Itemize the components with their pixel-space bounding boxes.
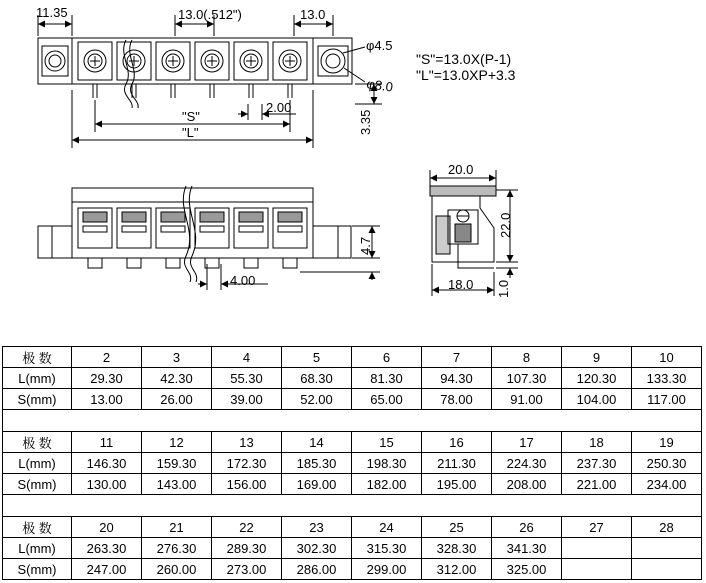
table-cell: 172.30	[212, 453, 282, 474]
table-cell: 23	[282, 517, 352, 538]
side-width-label: 20.0	[448, 162, 474, 177]
table-cell: 276.30	[142, 538, 212, 559]
front-cell	[195, 208, 229, 268]
poles-row	[3, 347, 702, 368]
pcb-pin	[171, 84, 175, 98]
table-cell: 26	[492, 517, 562, 538]
table-cell: 117.00	[632, 389, 702, 410]
dim-pin-length-label: 3.35	[358, 109, 373, 135]
table-cell: 78.00	[422, 389, 492, 410]
dim-pitch-label: 13.0(.512")	[178, 7, 242, 22]
table-cell: 159.30	[142, 453, 212, 474]
row-header: S(mm)	[3, 474, 72, 495]
table-cell: 289.30	[212, 538, 282, 559]
dim-height-label: 4.7	[358, 236, 373, 255]
l-formula: "L"=13.0XP+3.3	[416, 67, 516, 83]
table-cell: 17	[492, 432, 562, 453]
side-pin-label: 1.0	[496, 279, 511, 298]
table-cell: 65.00	[352, 389, 422, 410]
table-cell: 14	[282, 432, 352, 453]
table-cell: 21	[142, 517, 212, 538]
table-cell: 208.00	[492, 474, 562, 495]
table-cell: 15	[352, 432, 422, 453]
spacing-row	[3, 474, 702, 495]
table-cell: 5	[282, 347, 352, 368]
table-cell: 325.00	[492, 559, 562, 580]
table-cell: 260.00	[142, 559, 212, 580]
spacing-row	[3, 389, 702, 410]
dim-pin-offset-label: 4.00	[230, 273, 256, 288]
pcb-pin	[210, 84, 214, 98]
table-cell: 19	[632, 432, 702, 453]
table-cell: 130.00	[72, 474, 142, 495]
table-cell: 6	[352, 347, 422, 368]
table-cell: 211.30	[422, 453, 492, 474]
row-header: 极 数	[3, 347, 72, 368]
front-cell	[78, 208, 112, 268]
table-cell: 26.00	[142, 389, 212, 410]
table-cell: 146.30	[72, 453, 142, 474]
table-cell: 221.00	[562, 474, 632, 495]
table-cell: 13	[212, 432, 282, 453]
screw-terminal	[273, 42, 307, 80]
length-row	[3, 538, 702, 559]
row-header: L(mm)	[3, 538, 72, 559]
spec-table	[2, 346, 702, 580]
pcb-pin	[288, 84, 292, 98]
table-cell	[632, 538, 702, 559]
table-cell	[562, 538, 632, 559]
table-separator-row	[3, 495, 702, 517]
table-cell: 263.30	[72, 538, 142, 559]
table-cell: 91.00	[492, 389, 562, 410]
table-cell: 195.00	[422, 474, 492, 495]
table-cell	[562, 559, 632, 580]
table-cell: 185.30	[282, 453, 352, 474]
table-cell: 29.30	[72, 368, 142, 389]
table-cell: 24	[352, 517, 422, 538]
separator-cell	[3, 410, 702, 432]
front-cell	[273, 208, 307, 268]
table-cell: 2	[72, 347, 142, 368]
dim-pin-spacing-label: 2.00	[266, 100, 292, 115]
s-formula: "S"=13.0X(P-1)	[416, 51, 512, 67]
dim-edge-label: 11.35	[36, 5, 68, 20]
front-cell	[234, 208, 268, 268]
table-cell: 104.00	[562, 389, 632, 410]
screw-terminal	[234, 42, 268, 80]
table-cell: 234.00	[632, 474, 702, 495]
front-cell	[117, 208, 151, 268]
length-row	[3, 453, 702, 474]
table-cell: 7	[422, 347, 492, 368]
row-header: 极 数	[3, 517, 72, 538]
table-cell: 10	[632, 347, 702, 368]
l-dimension-label: "L"	[182, 125, 199, 140]
top-view	[38, 15, 382, 148]
table-cell: 143.00	[142, 474, 212, 495]
row-header: L(mm)	[3, 453, 72, 474]
pcb-pin	[249, 84, 253, 98]
table-cell: 120.30	[562, 368, 632, 389]
table-cell: 107.30	[492, 368, 562, 389]
table-cell: 52.00	[282, 389, 352, 410]
table-cell: 16	[422, 432, 492, 453]
table-cell: 27	[562, 517, 632, 538]
table-cell: 81.30	[352, 368, 422, 389]
table-cell: 273.00	[212, 559, 282, 580]
table-cell: 11	[72, 432, 142, 453]
table-cell: 39.00	[212, 389, 282, 410]
table-cell: 328.30	[422, 538, 492, 559]
table-cell: 12	[142, 432, 212, 453]
screw-terminal	[195, 42, 229, 80]
table-cell: 13.00	[72, 389, 142, 410]
dim-pitch-right-label: 13.0	[300, 7, 326, 22]
table-cell: 250.30	[632, 453, 702, 474]
table-cell: 68.30	[282, 368, 352, 389]
table-cell: 237.30	[562, 453, 632, 474]
table-cell	[632, 559, 702, 580]
table-cell: 302.30	[282, 538, 352, 559]
table-cell: 20	[72, 517, 142, 538]
table-cell: 55.30	[212, 368, 282, 389]
table-cell: 156.00	[212, 474, 282, 495]
screw-terminal	[78, 42, 112, 80]
table-cell: 94.30	[422, 368, 492, 389]
table-cell: 286.00	[282, 559, 352, 580]
dim-hole-small-label: φ4.5	[366, 38, 393, 53]
row-header: S(mm)	[3, 389, 72, 410]
row-header: 极 数	[3, 432, 72, 453]
table-cell: 312.00	[422, 559, 492, 580]
separator-cell	[3, 495, 702, 517]
poles-row	[3, 517, 702, 538]
table-cell: 169.00	[282, 474, 352, 495]
row-header: L(mm)	[3, 368, 72, 389]
table-cell: 22	[212, 517, 282, 538]
length-row	[3, 368, 702, 389]
side-base-label: 18.0	[448, 277, 474, 292]
table-cell: 28	[632, 517, 702, 538]
table-cell: 133.30	[632, 368, 702, 389]
pcb-pin	[93, 84, 97, 98]
table-cell: 42.30	[142, 368, 212, 389]
dim-hole-large-label: φ8.0	[365, 76, 394, 95]
screw-terminal	[156, 42, 190, 80]
poles-row	[3, 432, 702, 453]
table-cell: 25	[422, 517, 492, 538]
table-cell: 299.00	[352, 559, 422, 580]
side-height-label: 22.0	[498, 212, 513, 238]
table-cell: 198.30	[352, 453, 422, 474]
row-header: S(mm)	[3, 559, 72, 580]
table-cell: 4	[212, 347, 282, 368]
table-cell: 8	[492, 347, 562, 368]
s-dimension-label: "S"	[182, 109, 200, 124]
front-view	[38, 186, 380, 290]
table-cell: 18	[562, 432, 632, 453]
spacing-row	[3, 559, 702, 580]
table-cell: 182.00	[352, 474, 422, 495]
table-cell: 224.30	[492, 453, 562, 474]
table-cell: 3	[142, 347, 212, 368]
table-separator-row	[3, 410, 702, 432]
table-cell: 315.30	[352, 538, 422, 559]
table-cell: 247.00	[72, 559, 142, 580]
table-cell: 341.30	[492, 538, 562, 559]
table-cell: 9	[562, 347, 632, 368]
